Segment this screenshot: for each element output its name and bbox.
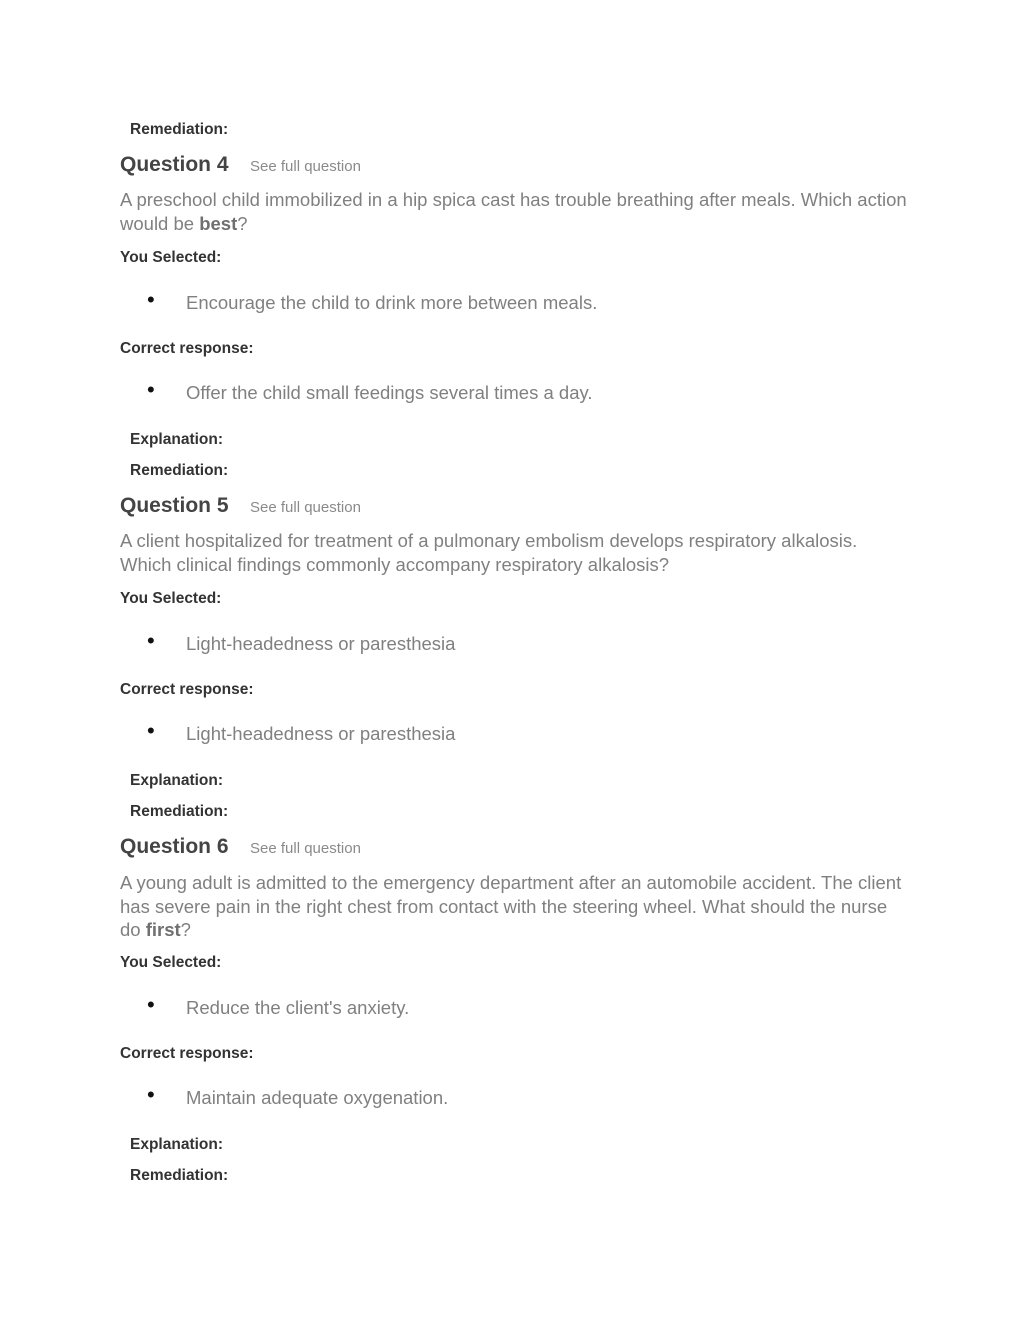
question-text: A client hospitalized for treatment of a pulmonary embolism develops respiratory alkalosis. Which clinical findings commonly accompany respiratory alkalosis?: [120, 530, 858, 575]
correct-response-label: Correct response:: [120, 340, 254, 357]
explanation-label: Explanation:: [130, 1136, 224, 1153]
selected-answer: Reduce the client's anxiety.: [186, 997, 410, 1018]
you-selected-label: You Selected:: [120, 590, 222, 607]
bullet-icon: •: [147, 628, 155, 653]
bullet-icon: •: [147, 377, 155, 402]
correct-response-label: Correct response:: [120, 1045, 254, 1062]
bullet-icon: •: [147, 992, 155, 1017]
see-full-question-link[interactable]: See full question: [250, 499, 361, 516]
selected-answer: Encourage the child to drink more between meals.: [186, 292, 598, 313]
correct-response-label: Correct response:: [120, 681, 254, 698]
remediation-label: Remediation:: [130, 462, 229, 479]
see-full-question-link[interactable]: See full question: [250, 158, 361, 175]
selected-answer: Light-headedness or paresthesia: [186, 633, 456, 654]
you-selected-label: You Selected:: [120, 954, 222, 971]
remediation-label: Remediation:: [130, 1167, 229, 1184]
bullet-icon: •: [147, 718, 155, 743]
you-selected-label: You Selected:: [120, 249, 222, 266]
remediation-label: Remediation:: [130, 121, 229, 138]
explanation-label: Explanation:: [130, 431, 224, 448]
correct-answer: Maintain adequate oxygenation.: [186, 1087, 449, 1108]
remediation-label: Remediation:: [130, 803, 229, 820]
correct-answer: Offer the child small feedings several times a day.: [186, 382, 593, 403]
see-full-question-link[interactable]: See full question: [250, 840, 361, 857]
question-title: Question 6: [120, 835, 229, 858]
bullet-icon: •: [147, 1082, 155, 1107]
question-title: Question 5: [120, 494, 229, 517]
explanation-label: Explanation:: [130, 772, 224, 789]
bullet-icon: •: [147, 287, 155, 312]
question-text: A preschool child immobilized in a hip spica cast has trouble breathing after meals. Which action would be best?: [120, 189, 907, 234]
correct-answer: Light-headedness or paresthesia: [186, 723, 456, 744]
question-text: A young adult is admitted to the emergency department after an automobile accident. The client has severe pain in the right chest from contact with the steering wheel. What should the nurse do first?: [120, 872, 902, 940]
question-title: Question 4: [120, 153, 229, 176]
